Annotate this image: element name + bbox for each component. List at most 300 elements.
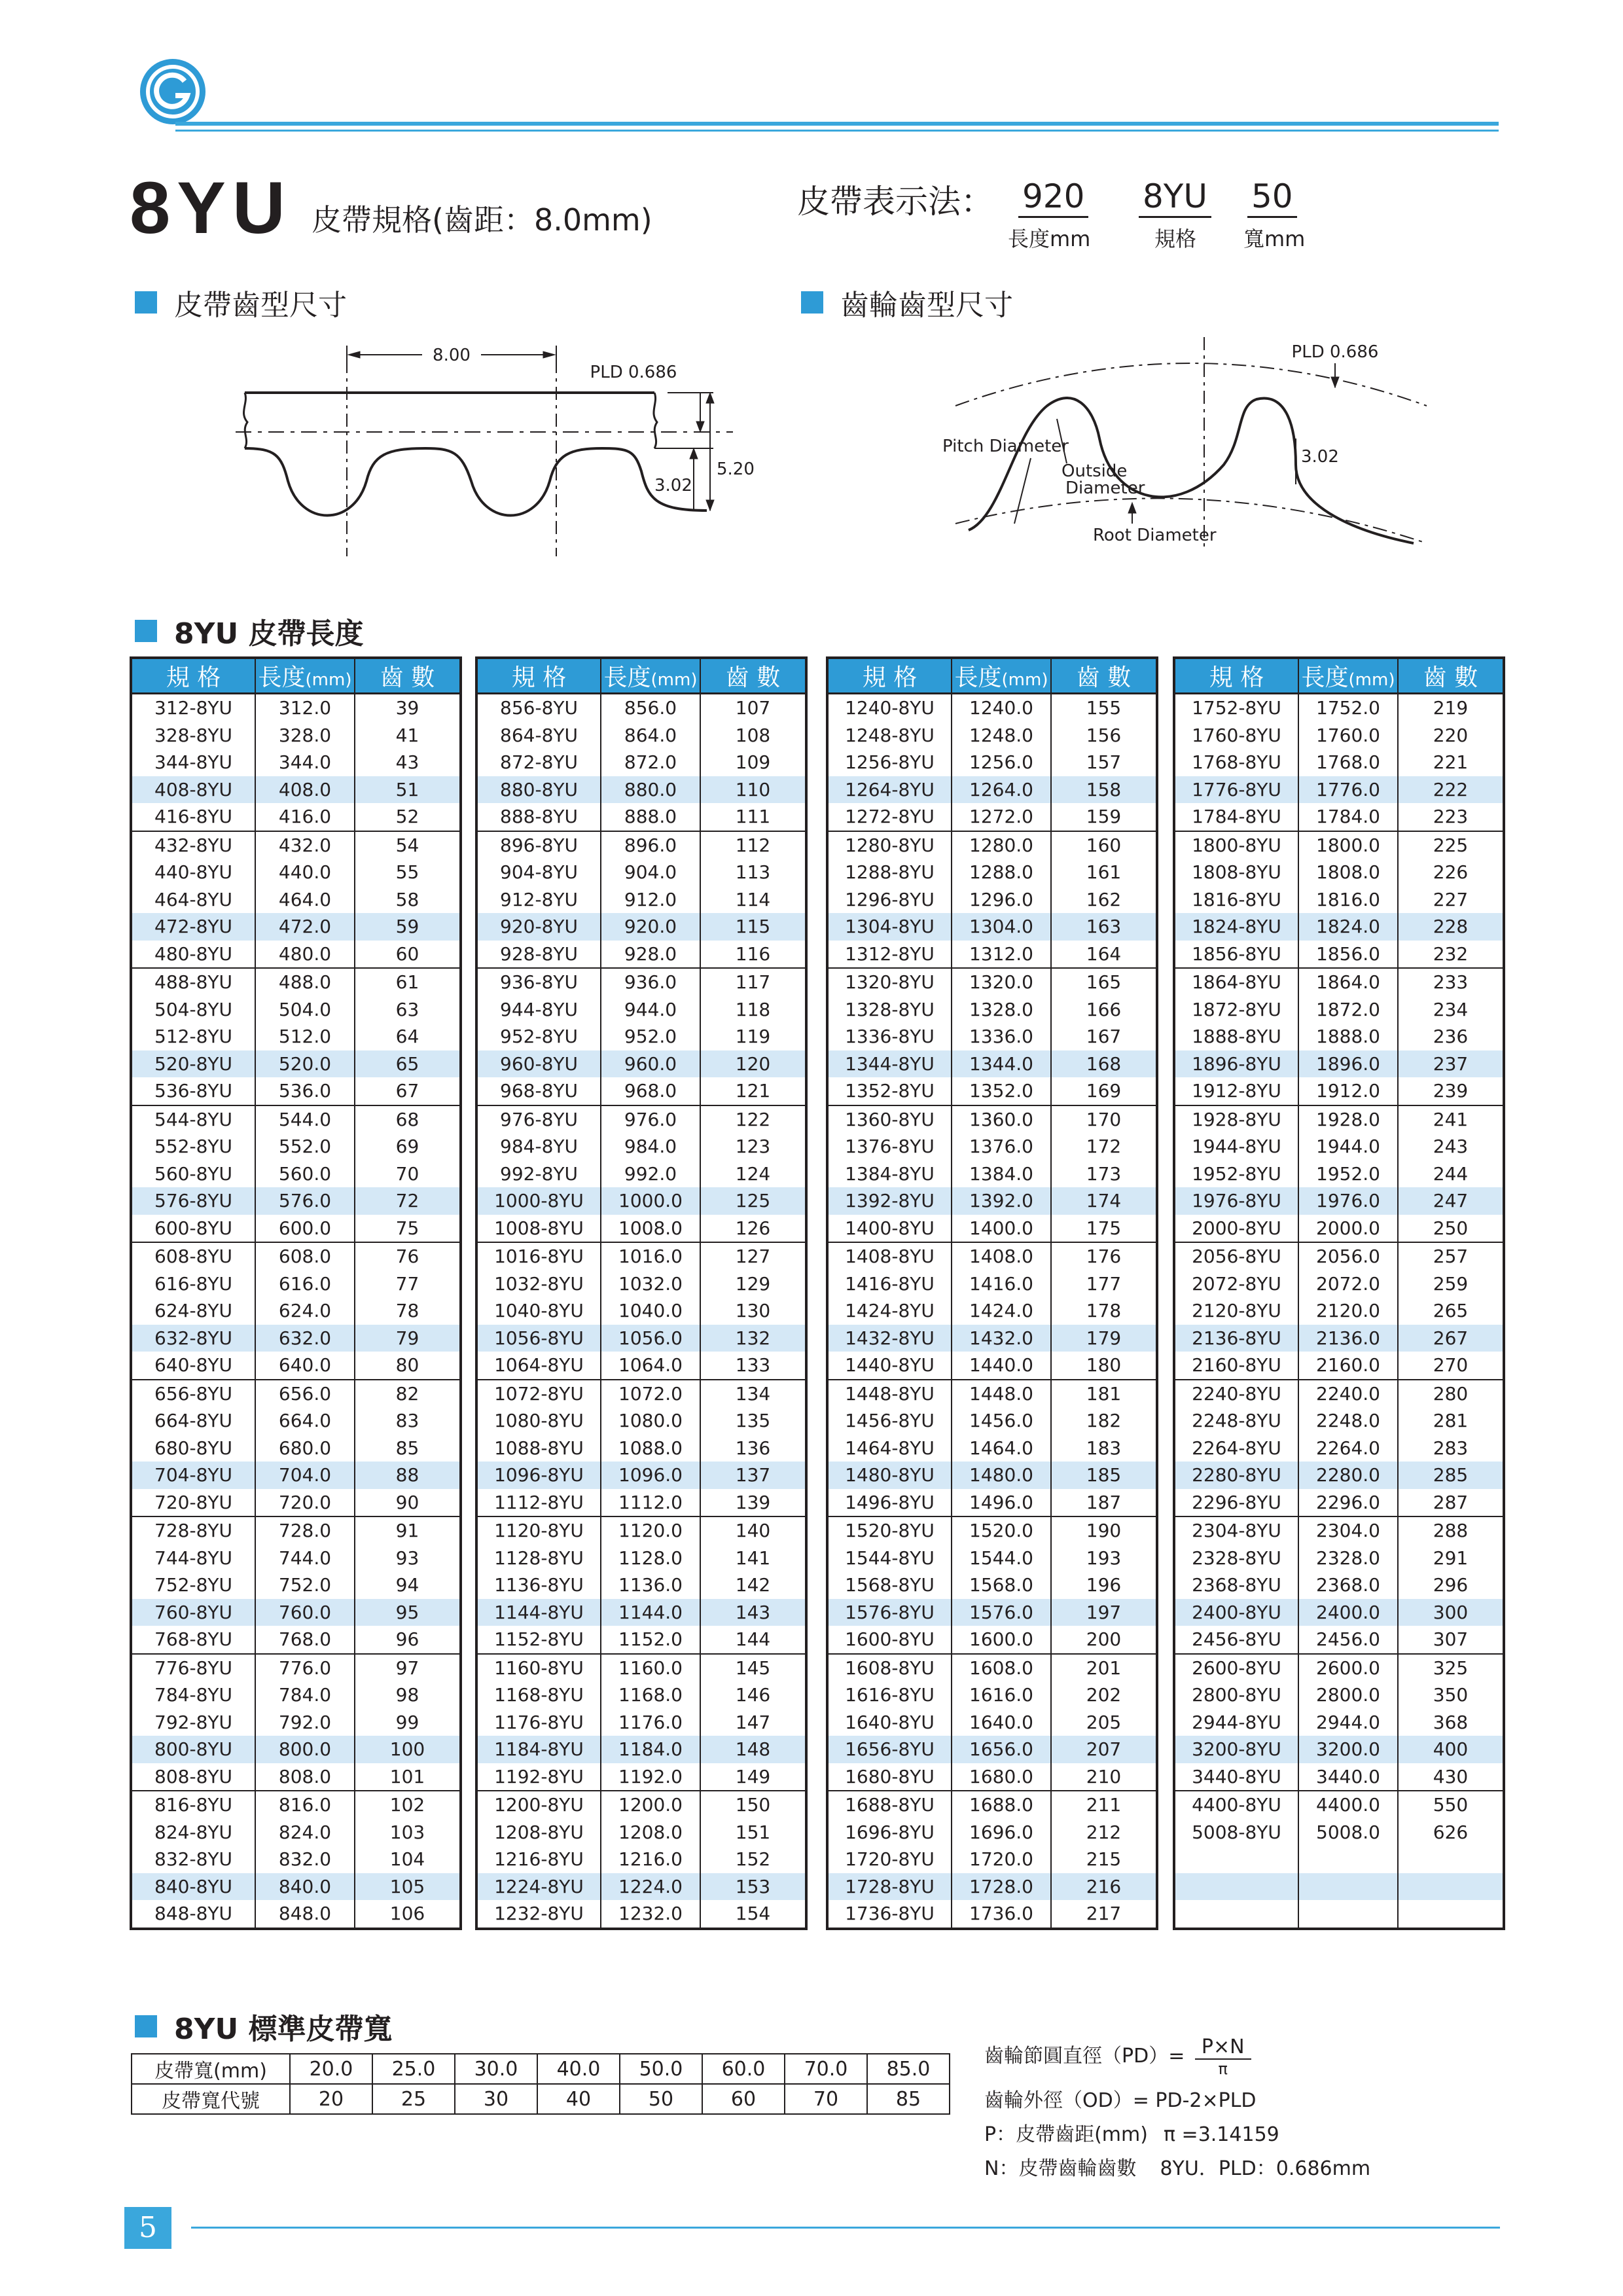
cell-teeth: 296: [1398, 1571, 1504, 1599]
cell-teeth: 291: [1398, 1545, 1504, 1572]
cell-teeth: 59: [355, 913, 461, 941]
table-row: [476, 1791, 806, 1819]
cell-length: 1568.0: [952, 1571, 1051, 1599]
cell-spec: 1216-8YU: [494, 1848, 584, 1871]
cell-spec: 1280-8YU: [827, 831, 952, 859]
cell-length: 432.0: [255, 831, 355, 859]
table-row: [1174, 1352, 1504, 1380]
cell-length: 1696.0: [952, 1819, 1051, 1846]
cell-length: 2400.0: [1298, 1599, 1398, 1626]
table-row: [476, 941, 806, 969]
notation-cap-length: 長度mm: [1008, 226, 1091, 251]
table-row: [476, 1462, 806, 1489]
width-cell: 85.0: [867, 2054, 950, 2084]
cell-spec: 864-8YU: [500, 724, 578, 746]
cell-spec: 704-8YU: [131, 1462, 255, 1489]
cell-spec: 1696-8YU: [845, 1821, 935, 1843]
table-row: [131, 859, 461, 886]
cell-spec: 824-8YU: [154, 1821, 232, 1843]
cell-spec: 1640-8YU: [845, 1711, 935, 1733]
cell-length: 752.0: [255, 1571, 355, 1599]
table-row: [131, 1709, 461, 1736]
header-rule-bottom: [175, 130, 1499, 132]
cell-teeth: 115: [700, 913, 806, 941]
table-row: [476, 1187, 806, 1215]
table-row: [1174, 831, 1504, 859]
notation-length: 920: [1018, 178, 1088, 218]
table-row: [476, 1709, 806, 1736]
cell-spec: 1176-8YU: [494, 1711, 584, 1733]
cell-teeth: 196: [1051, 1571, 1157, 1599]
cell-length: 640.0: [255, 1352, 355, 1380]
table-row: [827, 1545, 1157, 1572]
cell-teeth: 243: [1398, 1133, 1504, 1160]
table-row: [476, 1819, 806, 1846]
cell-spec: 464-8YU: [154, 888, 232, 910]
cell-spec: 1056-8YU: [476, 1325, 601, 1352]
cell-teeth: 197: [1051, 1599, 1157, 1626]
table-row: [131, 1187, 461, 1215]
table-row: [131, 722, 461, 749]
cell-length: 2264.0: [1298, 1435, 1398, 1462]
cell-length: 1728.0: [952, 1873, 1051, 1901]
cell-spec: 816-8YU: [131, 1791, 255, 1819]
cell-spec: 888-8YU: [500, 806, 578, 828]
cell-length: 1856.0: [1298, 941, 1398, 969]
cell-teeth: 147: [700, 1709, 806, 1736]
table-row: [131, 776, 461, 804]
cell-spec: 552-8YU: [154, 1136, 232, 1158]
cell-length: 1296.0: [952, 886, 1051, 914]
cell-spec: 1312-8YU: [845, 942, 935, 965]
table-row: [827, 1297, 1157, 1325]
cell-spec: 1144-8YU: [476, 1599, 601, 1626]
cell-spec: 1016-8YU: [476, 1242, 601, 1270]
cell-teeth: 68: [355, 1105, 461, 1134]
table-row: [476, 1435, 806, 1462]
table-row: [476, 1489, 806, 1517]
cell-spec: 2120-8YU: [1192, 1300, 1281, 1322]
cell-spec: 808-8YU: [154, 1765, 232, 1787]
cell-length: 656.0: [255, 1380, 355, 1408]
cell-spec: 1872-8YU: [1192, 998, 1281, 1020]
cell-spec: 512-8YU: [154, 1026, 232, 1048]
cell-spec: 1616-8YU: [845, 1684, 935, 1706]
table-row: [827, 776, 1157, 804]
table-row: [1174, 1435, 1504, 1462]
cell-teeth: 107: [700, 694, 806, 722]
cell-spec: 1600-8YU: [845, 1628, 935, 1651]
cell-length: 2280.0: [1298, 1462, 1398, 1489]
cell-spec: 5008-8YU: [1192, 1821, 1281, 1843]
cell-teeth: 125: [700, 1187, 806, 1215]
table-row: [131, 1489, 461, 1517]
table-row: [476, 1105, 806, 1134]
cell-teeth: 80: [355, 1352, 461, 1380]
notation-cap-spec: 規格: [1154, 226, 1197, 251]
cell-teeth: 104: [355, 1846, 461, 1873]
cell-spec: 3440-8YU: [1192, 1765, 1281, 1787]
cell-length: 2248.0: [1298, 1407, 1398, 1435]
cell-teeth: 233: [1398, 968, 1504, 996]
cell-teeth: 288: [1398, 1516, 1504, 1545]
cell-length: 328.0: [255, 722, 355, 749]
cell-teeth: 137: [700, 1462, 806, 1489]
cell-length: 1784.0: [1298, 803, 1398, 831]
cell-length: 1432.0: [952, 1325, 1051, 1352]
width-cell: 60.0: [702, 2054, 785, 2084]
table-row: [131, 1681, 461, 1709]
table-row: [1174, 1763, 1504, 1791]
cell-length: 2800.0: [1298, 1681, 1398, 1709]
cell-spec: 2296-8YU: [1192, 1491, 1281, 1513]
table-row: [476, 968, 806, 996]
cell-spec: 1328-8YU: [845, 998, 935, 1020]
cell-length: 1152.0: [601, 1626, 700, 1654]
cell-spec: 1976-8YU: [1174, 1187, 1298, 1215]
cell-teeth: 177: [1051, 1270, 1157, 1298]
cell-spec: 1352-8YU: [845, 1080, 935, 1102]
cell-spec: 728-8YU: [131, 1516, 255, 1545]
table-row: [827, 1571, 1157, 1599]
cell-teeth: 173: [1051, 1160, 1157, 1188]
cell-teeth: 350: [1398, 1681, 1504, 1709]
table-row: [131, 1545, 461, 1572]
table-row: [827, 1077, 1157, 1105]
cell-length: 1944.0: [1298, 1133, 1398, 1160]
belt-pld-label: PLD 0.686: [590, 363, 677, 382]
cell-teeth: 430: [1398, 1763, 1504, 1791]
table-row: [827, 886, 1157, 914]
cell-spec: 408-8YU: [131, 776, 255, 804]
cell-teeth: 116: [700, 941, 806, 969]
cell-spec: 1112-8YU: [494, 1491, 584, 1513]
col-teeth: 齒 數: [700, 658, 806, 694]
cell-teeth: 219: [1398, 694, 1504, 722]
cell-length: 1216.0: [601, 1846, 700, 1873]
formula-od: 齒輪外徑（OD）= PD-2×PLD: [984, 2089, 1257, 2112]
table-row: [1174, 1626, 1504, 1654]
cell-teeth: 626: [1398, 1819, 1504, 1846]
cell-spec: 1304-8YU: [827, 913, 952, 941]
cell-spec: 912-8YU: [500, 888, 578, 910]
page-title: 8YU: [130, 167, 292, 249]
cell-teeth: 154: [700, 1900, 806, 1929]
table-row: [476, 831, 806, 859]
cell-spec: 624-8YU: [154, 1300, 232, 1322]
cell-teeth: 140: [700, 1516, 806, 1545]
cell-length: 1352.0: [952, 1077, 1051, 1105]
cell-length: 2600.0: [1298, 1654, 1398, 1682]
cell-teeth: 225: [1398, 831, 1504, 859]
cell-length: 560.0: [255, 1160, 355, 1188]
cell-spec: [1174, 1900, 1298, 1929]
cell-spec: 1336-8YU: [845, 1026, 935, 1048]
cell-spec: 2368-8YU: [1192, 1574, 1281, 1596]
cell-length: 536.0: [255, 1077, 355, 1105]
table-row: [131, 1846, 461, 1873]
table-row: [1174, 1325, 1504, 1352]
cell-spec: 904-8YU: [500, 861, 578, 884]
table-row: [476, 1242, 806, 1270]
cell-teeth: 41: [355, 722, 461, 749]
table-row: [827, 1215, 1157, 1243]
cell-length: 1480.0: [952, 1462, 1051, 1489]
cell-spec: 1680-8YU: [845, 1765, 935, 1787]
table-row: [131, 1160, 461, 1188]
table-row: [131, 996, 461, 1024]
cell-length: 1752.0: [1298, 694, 1398, 722]
col-teeth: 齒 數: [355, 658, 461, 694]
cell-length: 1360.0: [952, 1105, 1051, 1134]
cell-spec: 1344-8YU: [827, 1050, 952, 1078]
table-row: [827, 1846, 1157, 1873]
cell-length: 776.0: [255, 1654, 355, 1682]
cell-spec: 2248-8YU: [1192, 1410, 1281, 1432]
width-row-label: 皮帶寬(mm): [132, 2054, 290, 2084]
cell-length: 768.0: [255, 1626, 355, 1654]
table-row: [1174, 1297, 1504, 1325]
cell-spec: 1496-8YU: [845, 1491, 935, 1513]
cell-length: 1736.0: [952, 1900, 1051, 1929]
cell-teeth: 110: [700, 776, 806, 804]
table-row: [1174, 1050, 1504, 1078]
cell-spec: 1912-8YU: [1192, 1080, 1281, 1102]
cell-length: 1240.0: [952, 694, 1051, 722]
cell-length: 1144.0: [601, 1599, 700, 1626]
cell-spec: 968-8YU: [500, 1080, 578, 1102]
cell-spec: 760-8YU: [131, 1599, 255, 1626]
cell-teeth: 216: [1051, 1873, 1157, 1901]
cell-spec: 1392-8YU: [827, 1187, 952, 1215]
cell-spec: 1376-8YU: [845, 1136, 935, 1158]
cell-teeth: 120: [700, 1050, 806, 1078]
cell-spec: 440-8YU: [154, 861, 232, 884]
table-row: [476, 1626, 806, 1654]
cell-spec: 1448-8YU: [827, 1380, 952, 1408]
cell-teeth: 259: [1398, 1270, 1504, 1298]
cell-length: 1400.0: [952, 1215, 1051, 1243]
table-row: [131, 1516, 461, 1545]
cell-spec: 1072-8YU: [476, 1380, 601, 1408]
cell-length: 1912.0: [1298, 1077, 1398, 1105]
cell-length: 824.0: [255, 1819, 355, 1846]
table-row: [131, 1352, 461, 1380]
cell-spec: 560-8YU: [154, 1162, 232, 1185]
cell-length: 2296.0: [1298, 1489, 1398, 1517]
cell-spec: 1264-8YU: [827, 776, 952, 804]
table-row: [1174, 1516, 1504, 1545]
cell-spec: 1728-8YU: [827, 1873, 952, 1901]
cell-length: 1808.0: [1298, 859, 1398, 886]
cell-spec: 880-8YU: [476, 776, 601, 804]
cell-length: 1336.0: [952, 1023, 1051, 1050]
col-teeth: 齒 數: [1398, 658, 1504, 694]
cell-teeth: 94: [355, 1571, 461, 1599]
table-row: [131, 1270, 461, 1298]
cell-length: 2136.0: [1298, 1325, 1398, 1352]
cell-spec: 2240-8YU: [1174, 1380, 1298, 1408]
cell-length: 1768.0: [1298, 749, 1398, 776]
cell-length: 912.0: [601, 886, 700, 914]
cell-spec: 1952-8YU: [1192, 1162, 1281, 1185]
cell-teeth: 270: [1398, 1352, 1504, 1380]
cell-teeth: 118: [700, 996, 806, 1024]
width-code-cell: 70: [785, 2084, 867, 2114]
table-row: [476, 1270, 806, 1298]
table-row: [476, 1545, 806, 1572]
table-row: [827, 1599, 1157, 1626]
cell-teeth: 156: [1051, 722, 1157, 749]
page-number: 5: [124, 2207, 171, 2249]
cell-spec: 416-8YU: [154, 806, 232, 828]
cell-spec: 480-8YU: [154, 942, 232, 965]
cell-spec: 1808-8YU: [1192, 861, 1281, 884]
col-spec: 規 格: [131, 658, 255, 694]
table-row: [827, 1873, 1157, 1901]
table-row: [131, 1462, 461, 1489]
cell-spec: 1096-8YU: [476, 1462, 601, 1489]
table-row: [1174, 1791, 1504, 1819]
table-row: [1174, 1571, 1504, 1599]
cell-length: 864.0: [601, 722, 700, 749]
cell-teeth: 64: [355, 1023, 461, 1050]
cell-spec: 1296-8YU: [845, 888, 935, 910]
cell-spec: 1608-8YU: [827, 1654, 952, 1682]
table-row: [476, 1846, 806, 1873]
cell-spec: 952-8YU: [500, 1026, 578, 1048]
cell-teeth: 167: [1051, 1023, 1157, 1050]
cell-spec: 976-8YU: [476, 1105, 601, 1134]
cell-teeth: 187: [1051, 1489, 1157, 1517]
table-row: [827, 1626, 1157, 1654]
cell-spec: 1232-8YU: [494, 1903, 584, 1925]
cell-length: 920.0: [601, 913, 700, 941]
cell-length: 600.0: [255, 1215, 355, 1243]
cell-spec: 944-8YU: [500, 998, 578, 1020]
cell-teeth: 75: [355, 1215, 461, 1243]
cell-teeth: 135: [700, 1407, 806, 1435]
cell-teeth: 39: [355, 694, 461, 722]
cell-teeth: 72: [355, 1187, 461, 1215]
cell-spec: 328-8YU: [154, 724, 232, 746]
cell-length: 744.0: [255, 1545, 355, 1572]
table-row: [476, 1050, 806, 1078]
table-row: [827, 1681, 1157, 1709]
cell-spec: 1544-8YU: [845, 1547, 935, 1569]
cell-length: 1168.0: [601, 1681, 700, 1709]
length-table-2: [475, 656, 808, 1930]
table-row: [476, 1681, 806, 1709]
table-row: [1174, 1489, 1504, 1517]
cell-spec: [1174, 1873, 1298, 1901]
table-row: [1174, 1023, 1504, 1050]
table-row: [476, 1380, 806, 1408]
cell-length: 1344.0: [952, 1050, 1051, 1078]
cell-teeth: 234: [1398, 996, 1504, 1024]
formula-pd: [984, 2036, 1251, 2078]
cell-teeth: 150: [700, 1791, 806, 1819]
cell-length: 488.0: [255, 968, 355, 996]
cell-teeth: 76: [355, 1242, 461, 1270]
table-row: [827, 913, 1157, 941]
cell-teeth: 265: [1398, 1297, 1504, 1325]
cell-spec: 2264-8YU: [1192, 1437, 1281, 1459]
table-row: [131, 1133, 461, 1160]
cell-length: 936.0: [601, 968, 700, 996]
cell-spec: 1208-8YU: [494, 1821, 584, 1843]
cell-spec: 2056-8YU: [1174, 1242, 1298, 1270]
cell-spec: 1816-8YU: [1192, 888, 1281, 910]
cell-spec: 1408-8YU: [827, 1242, 952, 1270]
cell-length: 1392.0: [952, 1187, 1051, 1215]
table-row: [131, 1873, 461, 1901]
table-row: [827, 1133, 1157, 1160]
table-row: [131, 694, 461, 722]
cell-teeth: 267: [1398, 1325, 1504, 1352]
table-row: [1174, 1105, 1504, 1134]
cell-teeth: 102: [355, 1791, 461, 1819]
cell-length: 1008.0: [601, 1215, 700, 1243]
table-row: [827, 1654, 1157, 1682]
cell-spec: 792-8YU: [154, 1711, 232, 1733]
cell-spec: 1568-8YU: [845, 1574, 935, 1596]
table-row: [131, 1791, 461, 1819]
cell-teeth: 161: [1051, 859, 1157, 886]
belt-depth-label: 3.02: [654, 476, 692, 495]
cell-teeth: 217: [1051, 1900, 1157, 1929]
table-row: [131, 1325, 461, 1352]
cell-spec: 2800-8YU: [1192, 1684, 1281, 1706]
cell-teeth: 96: [355, 1626, 461, 1654]
table-row: [476, 722, 806, 749]
cell-teeth: 226: [1398, 859, 1504, 886]
cell-spec: 4400-8YU: [1174, 1791, 1298, 1819]
cell-teeth: 200: [1051, 1626, 1157, 1654]
formula-pd-label: 齒輪節圓直徑（PD）=: [984, 2045, 1185, 2068]
cell-teeth: 168: [1051, 1050, 1157, 1078]
cell-length: 1640.0: [952, 1709, 1051, 1736]
cell-spec: 1888-8YU: [1192, 1026, 1281, 1048]
cell-spec: 1360-8YU: [827, 1105, 952, 1134]
cell-length: 1776.0: [1298, 776, 1398, 804]
belt-tooth-diagram: [236, 340, 759, 556]
cell-teeth: 121: [700, 1077, 806, 1105]
cell-length: 880.0: [601, 776, 700, 804]
cell-spec: 1032-8YU: [494, 1272, 584, 1295]
cell-teeth: 106: [355, 1900, 461, 1929]
cell-spec: 2280-8YU: [1174, 1462, 1298, 1489]
table-row: [476, 1599, 806, 1626]
cell-length: 1464.0: [952, 1435, 1051, 1462]
cell-spec: 768-8YU: [154, 1628, 232, 1651]
cell-spec: 2944-8YU: [1192, 1711, 1281, 1733]
cell-length: 1952.0: [1298, 1160, 1398, 1188]
table-row: [1174, 1873, 1504, 1901]
table-row: [476, 776, 806, 804]
table-row: [827, 1160, 1157, 1188]
width-cell: 70.0: [785, 2054, 867, 2084]
cell-teeth: 103: [355, 1819, 461, 1846]
cell-length: 1080.0: [601, 1407, 700, 1435]
cell-length: 544.0: [255, 1105, 355, 1134]
cell-teeth: 126: [700, 1215, 806, 1243]
cell-length: 960.0: [601, 1050, 700, 1078]
length-table-4: [1173, 656, 1505, 1930]
notation-width: 50: [1247, 178, 1297, 218]
cell-length: 1312.0: [952, 941, 1051, 969]
cell-length: 1040.0: [601, 1297, 700, 1325]
